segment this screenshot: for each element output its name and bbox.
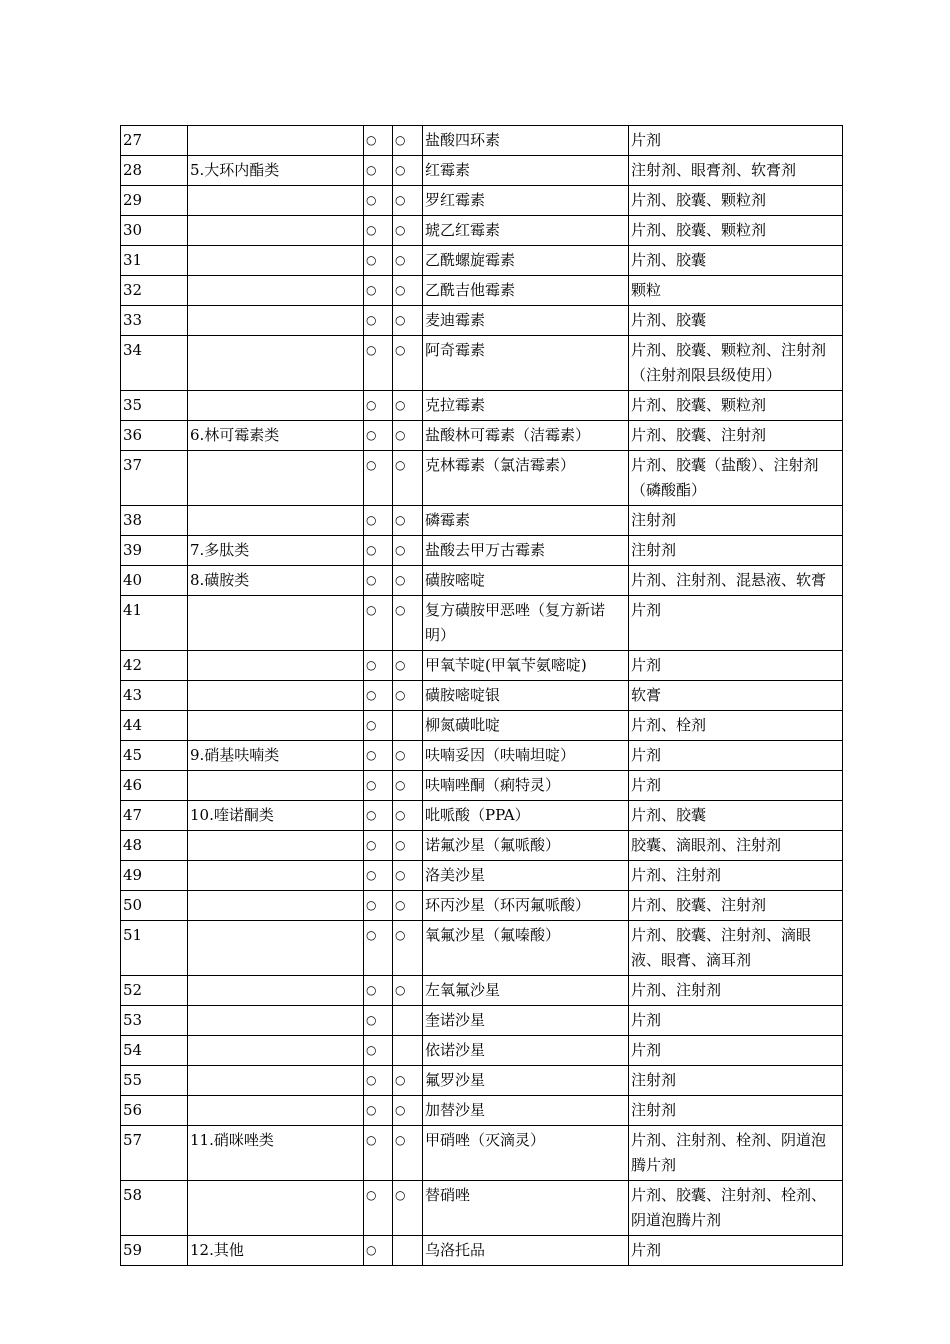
mark-1-cell: ○ <box>364 681 393 711</box>
row-number-cell: 54 <box>121 1036 188 1066</box>
table-row <box>121 861 843 891</box>
dosage-form-cell: 片剂 <box>629 651 843 681</box>
row-number-cell: 28 <box>121 156 188 186</box>
table-row <box>121 336 843 391</box>
table-row <box>121 771 843 801</box>
table-row <box>121 976 843 1006</box>
mark-1-cell: ○ <box>364 1066 393 1096</box>
category-cell <box>188 976 364 1006</box>
mark-1-cell: ○ <box>364 506 393 536</box>
table-row <box>121 921 843 976</box>
mark-2-cell: ○ <box>393 861 423 891</box>
mark-1-cell: ○ <box>364 126 393 156</box>
dosage-form-cell: 片剂 <box>629 596 843 651</box>
mark-2-cell <box>393 1236 423 1266</box>
dosage-form-cell: 片剂、胶囊、注射剂、滴眼液、眼膏、滴耳剂 <box>629 921 843 976</box>
table-row <box>121 451 843 506</box>
mark-1-cell: ○ <box>364 1006 393 1036</box>
row-number-cell: 40 <box>121 566 188 596</box>
category-cell: 10.喹诺酮类 <box>188 801 364 831</box>
drug-name-cell: 依诺沙星 <box>423 1036 629 1066</box>
dosage-form-cell: 片剂、胶囊、颗粒剂 <box>629 186 843 216</box>
row-number-cell: 44 <box>121 711 188 741</box>
mark-2-cell: ○ <box>393 831 423 861</box>
mark-1-cell: ○ <box>364 831 393 861</box>
table-row <box>121 831 843 861</box>
row-number-cell: 42 <box>121 651 188 681</box>
dosage-form-cell: 片剂、胶囊 <box>629 306 843 336</box>
category-cell: 8.磺胺类 <box>188 566 364 596</box>
mark-2-cell: ○ <box>393 421 423 451</box>
category-cell: 6.林可霉素类 <box>188 421 364 451</box>
row-number-cell: 31 <box>121 246 188 276</box>
category-cell <box>188 711 364 741</box>
drug-name-cell: 磺胺嘧啶 <box>423 566 629 596</box>
drug-name-cell: 环丙沙星（环丙氟哌酸） <box>423 891 629 921</box>
mark-2-cell: ○ <box>393 186 423 216</box>
mark-1-cell: ○ <box>364 216 393 246</box>
mark-2-cell <box>393 1036 423 1066</box>
category-cell <box>188 1036 364 1066</box>
category-cell <box>188 391 364 421</box>
drug-name-cell: 氧氟沙星（氟嗪酸） <box>423 921 629 976</box>
mark-1-cell: ○ <box>364 596 393 651</box>
drug-name-cell: 洛美沙星 <box>423 861 629 891</box>
mark-2-cell: ○ <box>393 891 423 921</box>
table-row <box>121 391 843 421</box>
row-number-cell: 53 <box>121 1006 188 1036</box>
mark-1-cell: ○ <box>364 801 393 831</box>
drug-name-cell: 替硝唑 <box>423 1181 629 1236</box>
table-row <box>121 186 843 216</box>
table-row <box>121 711 843 741</box>
dosage-form-cell: 片剂、胶囊 <box>629 801 843 831</box>
mark-2-cell: ○ <box>393 801 423 831</box>
mark-2-cell: ○ <box>393 391 423 421</box>
mark-2-cell: ○ <box>393 741 423 771</box>
table-row <box>121 651 843 681</box>
table-row <box>121 681 843 711</box>
dosage-form-cell: 片剂、注射剂 <box>629 976 843 1006</box>
category-cell: 11.硝咪唑类 <box>188 1126 364 1181</box>
dosage-form-cell: 注射剂 <box>629 1096 843 1126</box>
mark-1-cell: ○ <box>364 741 393 771</box>
mark-2-cell: ○ <box>393 156 423 186</box>
table-row <box>121 276 843 306</box>
row-number-cell: 50 <box>121 891 188 921</box>
dosage-form-cell: 片剂、胶囊、颗粒剂 <box>629 216 843 246</box>
mark-2-cell: ○ <box>393 1096 423 1126</box>
drug-name-cell: 甲氧苄啶(甲氧苄氨嘧啶) <box>423 651 629 681</box>
table-row <box>121 506 843 536</box>
mark-2-cell: ○ <box>393 246 423 276</box>
dosage-form-cell: 片剂 <box>629 771 843 801</box>
mark-1-cell: ○ <box>364 1036 393 1066</box>
dosage-form-cell: 片剂、胶囊、注射剂 <box>629 891 843 921</box>
drug-name-cell: 诺氟沙星（氟哌酸） <box>423 831 629 861</box>
category-cell: 5.大环内酯类 <box>188 156 364 186</box>
dosage-form-cell: 胶囊、滴眼剂、注射剂 <box>629 831 843 861</box>
category-cell: 7.多肽类 <box>188 536 364 566</box>
dosage-form-cell: 片剂、胶囊 <box>629 246 843 276</box>
category-cell: 9.硝基呋喃类 <box>188 741 364 771</box>
drug-list-table <box>120 125 843 1266</box>
mark-2-cell: ○ <box>393 1126 423 1181</box>
row-number-cell: 33 <box>121 306 188 336</box>
mark-1-cell: ○ <box>364 771 393 801</box>
mark-1-cell: ○ <box>364 306 393 336</box>
category-cell <box>188 451 364 506</box>
row-number-cell: 35 <box>121 391 188 421</box>
row-number-cell: 58 <box>121 1181 188 1236</box>
category-cell: 12.其他 <box>188 1236 364 1266</box>
mark-1-cell: ○ <box>364 566 393 596</box>
table-row <box>121 566 843 596</box>
mark-1-cell: ○ <box>364 1126 393 1181</box>
category-cell <box>188 1066 364 1096</box>
drug-name-cell: 乌洛托品 <box>423 1236 629 1266</box>
drug-name-cell: 麦迪霉素 <box>423 306 629 336</box>
row-number-cell: 27 <box>121 126 188 156</box>
mark-2-cell: ○ <box>393 921 423 976</box>
row-number-cell: 37 <box>121 451 188 506</box>
drug-name-cell: 红霉素 <box>423 156 629 186</box>
category-cell <box>188 126 364 156</box>
mark-1-cell: ○ <box>364 921 393 976</box>
table-row <box>121 1236 843 1266</box>
mark-2-cell: ○ <box>393 451 423 506</box>
mark-2-cell: ○ <box>393 1066 423 1096</box>
dosage-form-cell: 片剂 <box>629 126 843 156</box>
table-row <box>121 1181 843 1236</box>
drug-name-cell: 乙酰吉他霉素 <box>423 276 629 306</box>
drug-name-cell: 阿奇霉素 <box>423 336 629 391</box>
mark-1-cell: ○ <box>364 156 393 186</box>
drug-name-cell: 柳氮磺吡啶 <box>423 711 629 741</box>
mark-1-cell: ○ <box>364 391 393 421</box>
drug-name-cell: 呋喃妥因（呋喃坦啶） <box>423 741 629 771</box>
mark-1-cell: ○ <box>364 246 393 276</box>
drug-name-cell: 盐酸林可霉素（洁霉素） <box>423 421 629 451</box>
mark-2-cell: ○ <box>393 216 423 246</box>
category-cell <box>188 506 364 536</box>
row-number-cell: 48 <box>121 831 188 861</box>
drug-name-cell: 磺胺嘧啶银 <box>423 681 629 711</box>
mark-1-cell: ○ <box>364 276 393 306</box>
row-number-cell: 49 <box>121 861 188 891</box>
drug-name-cell: 加替沙星 <box>423 1096 629 1126</box>
dosage-form-cell: 片剂、胶囊、颗粒剂 <box>629 391 843 421</box>
row-number-cell: 57 <box>121 1126 188 1181</box>
drug-name-cell: 左氧氟沙星 <box>423 976 629 1006</box>
mark-1-cell: ○ <box>364 536 393 566</box>
mark-2-cell: ○ <box>393 771 423 801</box>
category-cell <box>188 596 364 651</box>
mark-1-cell: ○ <box>364 1096 393 1126</box>
category-cell <box>188 681 364 711</box>
category-cell <box>188 186 364 216</box>
table-body <box>121 126 843 1266</box>
table-row <box>121 1126 843 1181</box>
table-row <box>121 306 843 336</box>
table-row <box>121 156 843 186</box>
category-cell <box>188 1181 364 1236</box>
mark-1-cell: ○ <box>364 421 393 451</box>
dosage-form-cell: 片剂、胶囊、注射剂、栓剂、阴道泡腾片剂 <box>629 1181 843 1236</box>
row-number-cell: 43 <box>121 681 188 711</box>
drug-name-cell: 琥乙红霉素 <box>423 216 629 246</box>
mark-2-cell: ○ <box>393 651 423 681</box>
row-number-cell: 34 <box>121 336 188 391</box>
row-number-cell: 46 <box>121 771 188 801</box>
table-row <box>121 1006 843 1036</box>
dosage-form-cell: 注射剂 <box>629 1066 843 1096</box>
drug-name-cell: 奎诺沙星 <box>423 1006 629 1036</box>
category-cell <box>188 336 364 391</box>
drug-name-cell: 乙酰螺旋霉素 <box>423 246 629 276</box>
category-cell <box>188 831 364 861</box>
drug-name-cell: 克拉霉素 <box>423 391 629 421</box>
category-cell <box>188 771 364 801</box>
table-row <box>121 216 843 246</box>
row-number-cell: 41 <box>121 596 188 651</box>
table-row <box>121 1066 843 1096</box>
dosage-form-cell: 片剂、注射剂 <box>629 861 843 891</box>
row-number-cell: 51 <box>121 921 188 976</box>
table-row <box>121 596 843 651</box>
table-row <box>121 126 843 156</box>
dosage-form-cell: 片剂 <box>629 1006 843 1036</box>
mark-1-cell: ○ <box>364 976 393 1006</box>
mark-2-cell <box>393 711 423 741</box>
mark-2-cell: ○ <box>393 681 423 711</box>
table-row <box>121 1036 843 1066</box>
mark-2-cell: ○ <box>393 506 423 536</box>
mark-2-cell: ○ <box>393 566 423 596</box>
drug-name-cell: 复方磺胺甲恶唑（复方新诺明） <box>423 596 629 651</box>
drug-name-cell: 罗红霉素 <box>423 186 629 216</box>
mark-2-cell: ○ <box>393 336 423 391</box>
dosage-form-cell: 片剂、胶囊、注射剂 <box>629 421 843 451</box>
category-cell <box>188 216 364 246</box>
category-cell <box>188 921 364 976</box>
mark-1-cell: ○ <box>364 861 393 891</box>
row-number-cell: 52 <box>121 976 188 1006</box>
category-cell <box>188 276 364 306</box>
dosage-form-cell: 软膏 <box>629 681 843 711</box>
row-number-cell: 47 <box>121 801 188 831</box>
table-row <box>121 246 843 276</box>
mark-1-cell: ○ <box>364 1236 393 1266</box>
mark-1-cell: ○ <box>364 336 393 391</box>
mark-1-cell: ○ <box>364 711 393 741</box>
mark-2-cell <box>393 1006 423 1036</box>
mark-1-cell: ○ <box>364 891 393 921</box>
table-row <box>121 536 843 566</box>
dosage-form-cell: 片剂、注射剂、混悬液、软膏 <box>629 566 843 596</box>
drug-name-cell: 盐酸四环素 <box>423 126 629 156</box>
category-cell <box>188 1006 364 1036</box>
dosage-form-cell: 片剂、栓剂 <box>629 711 843 741</box>
mark-1-cell: ○ <box>364 1181 393 1236</box>
row-number-cell: 39 <box>121 536 188 566</box>
category-cell <box>188 891 364 921</box>
dosage-form-cell: 片剂 <box>629 1236 843 1266</box>
dosage-form-cell: 片剂、注射剂、栓剂、阴道泡腾片剂 <box>629 1126 843 1181</box>
drug-name-cell: 甲硝唑（灭滴灵） <box>423 1126 629 1181</box>
dosage-form-cell: 注射剂、眼膏剂、软膏剂 <box>629 156 843 186</box>
row-number-cell: 55 <box>121 1066 188 1096</box>
drug-name-cell: 氟罗沙星 <box>423 1066 629 1096</box>
dosage-form-cell: 片剂 <box>629 1036 843 1066</box>
table-row <box>121 421 843 451</box>
mark-2-cell: ○ <box>393 976 423 1006</box>
mark-1-cell: ○ <box>364 186 393 216</box>
row-number-cell: 38 <box>121 506 188 536</box>
drug-name-cell: 克林霉素（氯洁霉素） <box>423 451 629 506</box>
dosage-form-cell: 注射剂 <box>629 536 843 566</box>
table-row <box>121 801 843 831</box>
category-cell <box>188 651 364 681</box>
dosage-form-cell: 注射剂 <box>629 506 843 536</box>
table-row <box>121 741 843 771</box>
row-number-cell: 45 <box>121 741 188 771</box>
category-cell <box>188 861 364 891</box>
mark-2-cell: ○ <box>393 1181 423 1236</box>
dosage-form-cell: 片剂、胶囊、颗粒剂、注射剂（注射剂限县级使用） <box>629 336 843 391</box>
drug-name-cell: 吡哌酸（PPA） <box>423 801 629 831</box>
category-cell <box>188 1096 364 1126</box>
row-number-cell: 59 <box>121 1236 188 1266</box>
drug-name-cell: 磷霉素 <box>423 506 629 536</box>
category-cell <box>188 306 364 336</box>
drug-name-cell: 盐酸去甲万古霉素 <box>423 536 629 566</box>
mark-1-cell: ○ <box>364 651 393 681</box>
mark-2-cell: ○ <box>393 276 423 306</box>
category-cell <box>188 246 364 276</box>
dosage-form-cell: 颗粒 <box>629 276 843 306</box>
row-number-cell: 56 <box>121 1096 188 1126</box>
drug-name-cell: 呋喃唑酮（痢特灵） <box>423 771 629 801</box>
mark-2-cell: ○ <box>393 306 423 336</box>
table-row <box>121 891 843 921</box>
dosage-form-cell: 片剂 <box>629 741 843 771</box>
row-number-cell: 29 <box>121 186 188 216</box>
row-number-cell: 36 <box>121 421 188 451</box>
mark-2-cell: ○ <box>393 126 423 156</box>
mark-1-cell: ○ <box>364 451 393 506</box>
row-number-cell: 30 <box>121 216 188 246</box>
mark-2-cell: ○ <box>393 536 423 566</box>
table-row <box>121 1096 843 1126</box>
row-number-cell: 32 <box>121 276 188 306</box>
mark-2-cell: ○ <box>393 596 423 651</box>
dosage-form-cell: 片剂、胶囊（盐酸）、注射剂（磷酸酯） <box>629 451 843 506</box>
